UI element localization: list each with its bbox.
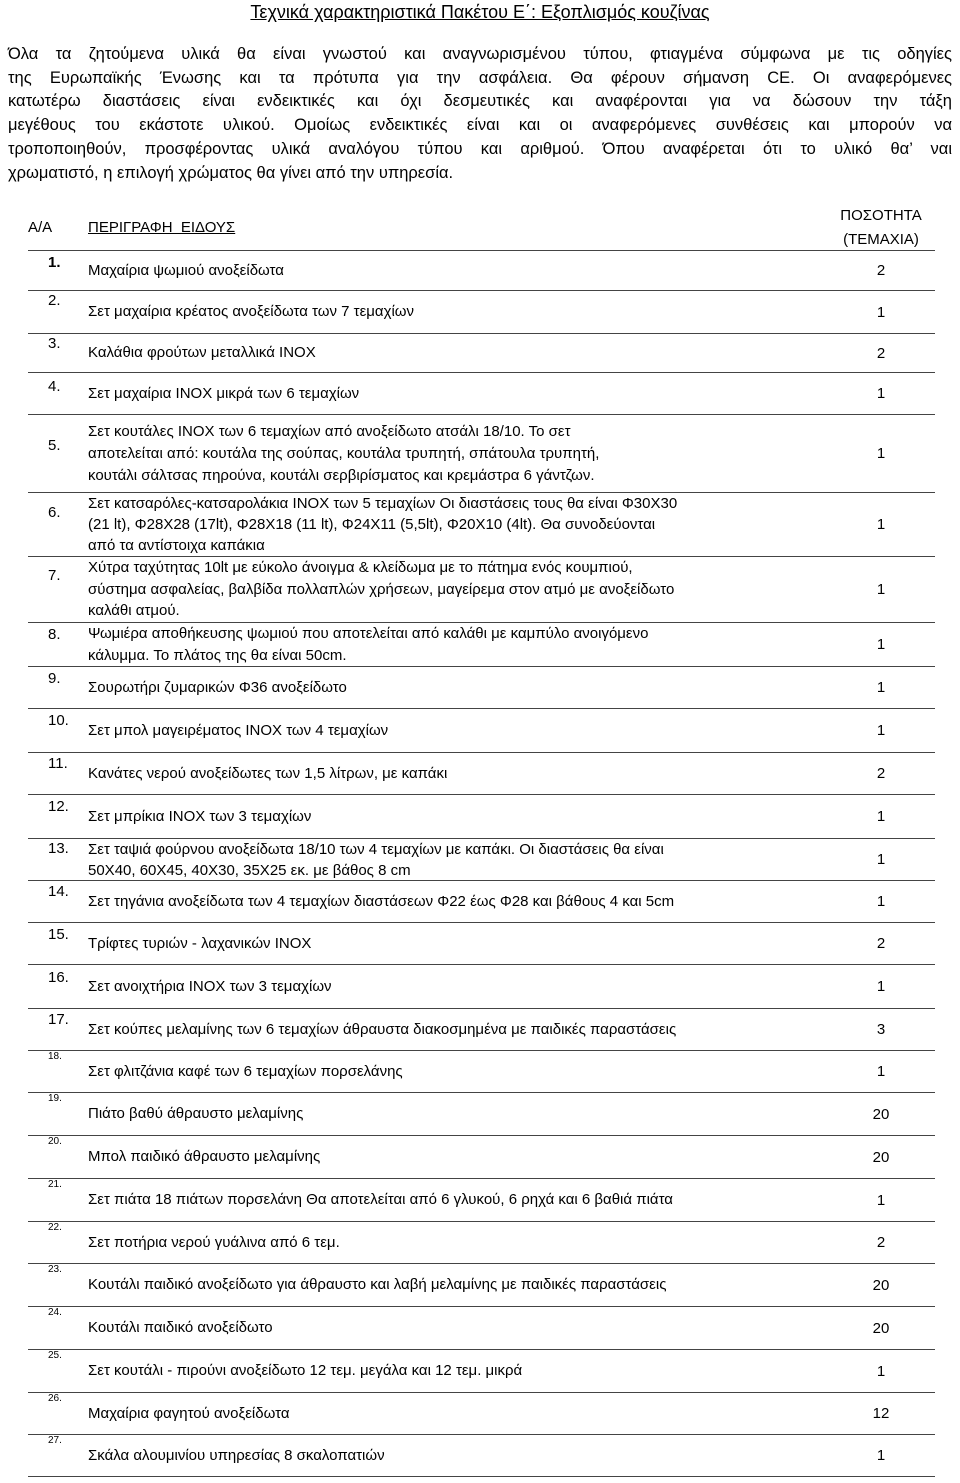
row-number: 27. bbox=[48, 1435, 62, 1446]
description-line: Σετ κατσαρόλες-κατσαρολάκια INOX των 5 τεμαχίων Οι διαστάσεις τους θα είναι Φ30Χ30 bbox=[88, 495, 678, 512]
row-quantity: 1 bbox=[876, 1063, 886, 1080]
row-description bbox=[88, 415, 828, 492]
row-description bbox=[88, 881, 828, 922]
row-quantity: 12 bbox=[872, 1405, 890, 1422]
table-row bbox=[28, 372, 935, 414]
table-row bbox=[28, 1263, 935, 1306]
description-line: (21 lt), Φ28Χ28 (17lt), Φ28Χ18 (11 lt), Φ24Χ11 (5,5lt), Φ20Χ10 (4lt). Θα συνοδεύονται bbox=[88, 516, 656, 533]
row-description bbox=[88, 334, 828, 372]
description-line: Μαχαίρια φαγητού ανοξείδωτα bbox=[88, 1404, 290, 1422]
description-line: Σετ κούπες μελαμίνης των 6 τεμαχίων άθραυστα διακοσμημένα με παιδικές παραστάσεις bbox=[88, 1020, 677, 1038]
row-quantity: 20 bbox=[872, 1276, 890, 1294]
row-description bbox=[88, 839, 828, 880]
table-row bbox=[28, 1221, 935, 1263]
row-quantity: 2 bbox=[876, 262, 886, 279]
row-description bbox=[88, 557, 828, 622]
header-quantity-unit: (ΤΕΜΑΧΙΑ) bbox=[843, 231, 919, 248]
row-quantity: 1 bbox=[876, 679, 886, 696]
table-row bbox=[28, 414, 935, 492]
row-quantity: 1 bbox=[876, 1191, 886, 1209]
row-description bbox=[88, 623, 828, 666]
table-row bbox=[28, 1349, 935, 1392]
header-description: ΠΕΡΙΓΡΑΦΗ ΕΙΔΟΥΣ bbox=[88, 219, 236, 236]
table-row bbox=[28, 1434, 935, 1477]
description-line: Σετ τηγάνια ανοξείδωτα των 4 τεμαχίων διαστάσεων Φ22 έως Φ28 και βάθους 4 και 5cm bbox=[88, 892, 675, 910]
table-row bbox=[28, 708, 935, 752]
description-line: Κουτάλι παιδικό ανοξείδωτο για άθραυστο και λαβή μελαμίνης με παιδικές παραστάσεις bbox=[88, 1276, 667, 1293]
description-line: κάλυμμα. Το πλάτος της θα είναι 50cm. bbox=[88, 646, 347, 664]
row-description bbox=[88, 493, 828, 556]
row-description bbox=[88, 1093, 828, 1135]
row-description bbox=[88, 1264, 828, 1306]
row-number: 3. bbox=[48, 335, 61, 352]
table-row bbox=[28, 1178, 935, 1221]
description-line: κουτάλι σάλτσας πηρούνα, κουτάλι σερβιρίσματος και κρεμάστρα 6 γάντζων. bbox=[88, 466, 595, 484]
description-line: Καλάθια φρούτων μεταλλικά INOX bbox=[88, 344, 316, 361]
row-description bbox=[88, 1435, 828, 1476]
intro-line: της Ευρωπαϊκής Ένωσης και τα πρότυπα για την ασφάλεια. Θα φέρουν σήμανση CE. Οι αναφερόμενες bbox=[8, 68, 952, 87]
table-row bbox=[28, 1092, 935, 1135]
row-description bbox=[88, 251, 828, 290]
row-quantity: 2 bbox=[876, 935, 886, 952]
description-line: Κανάτες νερού ανοξείδωτες των 1,5 λίτρων, με καπάκι bbox=[88, 764, 448, 782]
row-quantity: 1 bbox=[876, 1447, 886, 1464]
row-quantity: 2 bbox=[876, 765, 886, 782]
table-row bbox=[28, 1392, 935, 1434]
description-line: Σετ μπολ μαγειρέματος INOX των 4 τεμαχίων bbox=[88, 721, 389, 739]
description-line: Πιάτο βαθύ άθραυστο μελαμίνης bbox=[88, 1105, 304, 1122]
row-quantity: 1 bbox=[876, 516, 886, 533]
document-title: Τεχνικά χαρακτηριστικά Πακέτου Ε΄: Εξοπλισμός κουζίνας bbox=[250, 2, 710, 22]
row-quantity: 3 bbox=[876, 1021, 886, 1038]
row-description bbox=[88, 1393, 828, 1434]
intro-paragraph bbox=[8, 43, 952, 185]
row-number: 10. bbox=[48, 712, 69, 729]
table-row bbox=[28, 622, 935, 666]
description-line: Ψωμιέρα αποθήκευσης ψωμιού που αποτελείται από καλάθι με καμπύλο ανοιγόμενο bbox=[88, 625, 649, 642]
row-number: 20. bbox=[48, 1136, 62, 1147]
table-row bbox=[28, 880, 935, 922]
row-number: 7. bbox=[48, 567, 61, 584]
table-row bbox=[28, 556, 935, 622]
table-row bbox=[28, 250, 935, 290]
row-description bbox=[88, 1009, 828, 1050]
description-line: Σετ ταψιά φούρνου ανοξείδωτα 18/10 των 4 τεμαχίων με καπάκι. Οι διαστάσεις θα είναι bbox=[88, 841, 664, 858]
header-number: Α/Α bbox=[28, 219, 53, 236]
description-line: Σετ πιάτα 18 πιάτων πορσελάνη Θα αποτελείται από 6 γλυκού, 6 ρηχά και 6 βαθιά πιάτα bbox=[88, 1191, 673, 1208]
row-quantity: 1 bbox=[876, 303, 886, 321]
row-description bbox=[88, 753, 828, 794]
description-line: Μαχαίρια ψωμιού ανοξείδωτα bbox=[88, 261, 284, 279]
row-description bbox=[88, 667, 828, 708]
row-quantity: 1 bbox=[876, 581, 886, 598]
description-line: Σετ μαχαίρια κρέατος ανοξείδωτα των 7 τεμαχίων bbox=[88, 303, 414, 320]
row-number: 21. bbox=[48, 1179, 62, 1190]
table-row bbox=[28, 666, 935, 708]
intro-line: χρωματιστό, η επιλογή χρώματος θα γίνει από την υπηρεσία. bbox=[8, 163, 454, 182]
row-description bbox=[88, 923, 828, 964]
row-quantity: 1 bbox=[876, 1362, 886, 1380]
row-description bbox=[88, 1051, 828, 1092]
row-description bbox=[88, 795, 828, 838]
description-line: Σετ κουτάλι - πιρούνι ανοξείδωτο 12 τεμ. μεγάλα και 12 τεμ. μικρά bbox=[88, 1362, 523, 1379]
description-line: καλάθι ατμού. bbox=[88, 602, 180, 620]
description-line: Σκάλα αλουμινίου υπηρεσίας 8 σκαλοπατιών bbox=[88, 1446, 385, 1464]
row-number: 8. bbox=[48, 626, 61, 643]
row-number: 19. bbox=[48, 1093, 62, 1104]
row-quantity: 2 bbox=[876, 1234, 886, 1251]
row-number: 5. bbox=[48, 437, 61, 454]
row-number: 13. bbox=[48, 840, 69, 857]
row-description bbox=[88, 1222, 828, 1263]
table-row bbox=[28, 290, 935, 333]
row-number: 11. bbox=[48, 755, 68, 772]
row-quantity: 1 bbox=[876, 385, 886, 402]
table-row bbox=[28, 1135, 935, 1178]
row-number: 16. bbox=[48, 969, 69, 986]
row-number: 25. bbox=[48, 1350, 62, 1361]
row-description bbox=[88, 1350, 828, 1392]
description-line: αποτελείται από: κουτάλα της σούπας, κουτάλα τρυπητή, σπάτουλα τρυπητή, bbox=[88, 444, 600, 462]
row-quantity: 1 bbox=[876, 893, 886, 910]
description-line: Σουρωτήρι ζυμαρικών Φ36 ανοξείδωτο bbox=[88, 678, 347, 696]
row-number: 23. bbox=[48, 1264, 62, 1275]
row-quantity: 1 bbox=[876, 722, 886, 739]
row-description bbox=[88, 1179, 828, 1221]
row-description bbox=[88, 1136, 828, 1178]
row-quantity: 1 bbox=[876, 851, 886, 868]
table-row bbox=[28, 492, 935, 556]
header-quantity: ΠΟΣΟΤΗΤΑ bbox=[840, 207, 922, 224]
description-line: Τρίφτες τυριών - λαχανικών INOX bbox=[88, 934, 312, 952]
description-line: Σετ φλιτζάνια καφέ των 6 τεμαχίων πορσελάνης bbox=[88, 1062, 403, 1080]
row-number: 4. bbox=[48, 378, 61, 395]
description-line: σύστημα ασφαλείας, βαλβίδα πολλαπλών χρήσεων, μαγείρεμα στον ατμό με ανοξείδωτο bbox=[88, 580, 675, 598]
row-number: 12. bbox=[48, 798, 69, 815]
row-number: 6. bbox=[48, 504, 61, 521]
description-line: Χύτρα ταχύτητας 10lt με εύκολο άνοιγμα & κλείδωμα με το πάτημα ενός κουμπιού, bbox=[88, 559, 633, 576]
intro-line: Όλα τα ζητούμενα υλικά θα είναι γνωστού και αναγνωρισμένου τύπου, φτιαγμένα σύμφωνα με τις οδηγίες bbox=[8, 45, 952, 63]
row-description bbox=[88, 373, 828, 414]
row-description bbox=[88, 965, 828, 1008]
row-number: 22. bbox=[48, 1222, 62, 1233]
row-number: 9. bbox=[48, 670, 61, 687]
row-number: 14. bbox=[48, 883, 69, 900]
row-description bbox=[88, 709, 828, 752]
intro-line: τροποποιηθούν, προσφέροντας υλικά αναλόγου τύπου και αριθμού. Όπου αναφέρεται ότι το υλικό θα’ ναι bbox=[8, 139, 952, 158]
description-line: Κουτάλι παιδικό ανοξείδωτο bbox=[88, 1319, 273, 1336]
table-row bbox=[28, 1050, 935, 1092]
description-line: Μπολ παιδικό άθραυστο μελαμίνης bbox=[88, 1148, 321, 1165]
intro-line: κατωτέρω διαστάσεις είναι ενδεικτικές και όχι δεσμευτικές και αναφέρονται για να δώσουν την τάξη bbox=[8, 92, 952, 111]
row-quantity: 20 bbox=[872, 1105, 890, 1123]
row-description bbox=[88, 1307, 828, 1349]
table-row bbox=[28, 964, 935, 1008]
table-row bbox=[28, 1008, 935, 1050]
row-number: 26. bbox=[48, 1393, 62, 1404]
row-quantity: 2 bbox=[876, 344, 886, 362]
row-quantity: 1 bbox=[876, 445, 886, 462]
row-number: 18. bbox=[48, 1051, 62, 1062]
description-line: Σετ μαχαίρια INOX μικρά των 6 τεμαχίων bbox=[88, 384, 360, 402]
row-quantity: 20 bbox=[872, 1319, 890, 1337]
description-line: Σετ ποτήρια νερού γυάλινα από 6 τεμ. bbox=[88, 1233, 340, 1251]
description-line: 50Χ40, 60Χ45, 40Χ30, 35Χ25 εκ. με βάθος 8 cm bbox=[88, 861, 411, 879]
row-number: 15. bbox=[48, 926, 69, 943]
table-row bbox=[28, 333, 935, 372]
table-row bbox=[28, 752, 935, 794]
row-quantity: 1 bbox=[876, 978, 886, 995]
description-line: Σετ κουτάλες INOX των 6 τεμαχίων από ανοξείδωτο ατσάλι 18/10. Το σετ bbox=[88, 422, 571, 440]
intro-line: μεγέθους του εκάστοτε υλικού. Ομοίως ενδεικτικές είναι και οι αναφερόμενες συνθέσεις και μπορούν να bbox=[8, 116, 952, 135]
row-number: 1. bbox=[48, 254, 61, 271]
table-row bbox=[28, 838, 935, 880]
description-line: από τα αντίστοιχα καπάκια bbox=[88, 537, 265, 554]
row-number: 24. bbox=[48, 1307, 62, 1318]
row-quantity: 1 bbox=[876, 636, 886, 653]
table-row bbox=[28, 1306, 935, 1349]
table-row bbox=[28, 794, 935, 838]
row-quantity: 20 bbox=[872, 1148, 890, 1166]
row-description bbox=[88, 291, 828, 333]
description-line: Σετ ανοιχτήρια INOX των 3 τεμαχίων bbox=[88, 977, 332, 995]
row-number: 17. bbox=[48, 1011, 69, 1028]
table-row bbox=[28, 922, 935, 964]
description-line: Σετ μπρίκια INOX των 3 τεμαχίων bbox=[88, 807, 312, 825]
row-number: 2. bbox=[48, 292, 61, 309]
row-quantity: 1 bbox=[876, 808, 886, 825]
